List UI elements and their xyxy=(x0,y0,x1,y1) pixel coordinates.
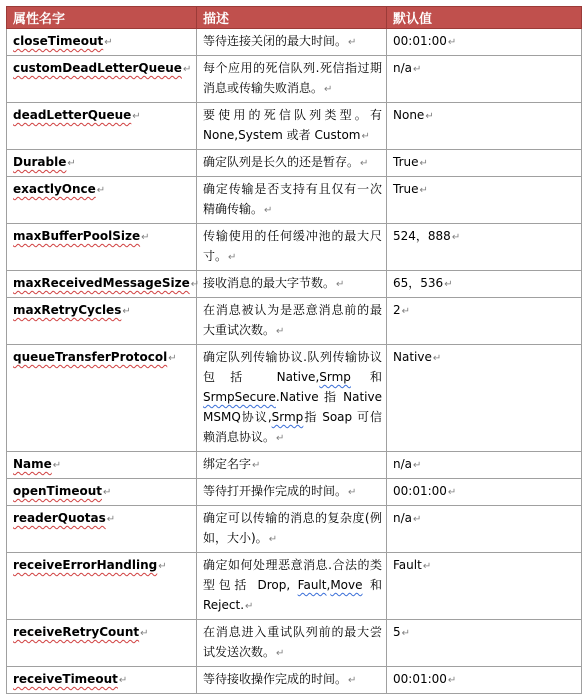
paragraph-mark: ↵ xyxy=(190,279,200,290)
default-value-cell xyxy=(387,271,582,298)
description-text: 等待打开操作完成的时间。 xyxy=(203,484,348,498)
property-name: receiveTimeout xyxy=(13,672,118,686)
paragraph-mark: ↵ xyxy=(141,232,150,243)
description-cell xyxy=(197,452,387,479)
default-value-cell xyxy=(387,103,582,150)
paragraph-mark: ↵ xyxy=(324,84,333,95)
property-name-cell xyxy=(7,29,197,56)
default-value-cell xyxy=(387,479,582,506)
paragraph-mark: ↵ xyxy=(276,433,285,444)
property-name-cell xyxy=(7,452,197,479)
default-value-cell xyxy=(387,667,582,694)
paragraph-mark: ↵ xyxy=(118,675,128,686)
property-name: closeTimeout xyxy=(13,34,104,48)
paragraph-mark: ↵ xyxy=(361,131,370,142)
property-name: deadLetterQueue xyxy=(13,108,132,122)
description-text: Move xyxy=(330,578,363,592)
description-cell xyxy=(197,553,387,620)
description-cell xyxy=(197,103,387,150)
description-cell xyxy=(197,150,387,177)
description-text: 等待接收操作完成的时间。 xyxy=(203,672,348,686)
paragraph-mark: ↵ xyxy=(228,252,237,263)
description-text: 确定传输是否支持有且仅有一次精确传输。 xyxy=(203,182,382,216)
description-text: 传输使用的任何缓冲池的最大尺寸。 xyxy=(203,229,382,263)
table-row xyxy=(7,177,582,224)
property-name: maxBufferPoolSize xyxy=(13,229,141,243)
paragraph-mark: ↵ xyxy=(132,111,141,122)
table-row xyxy=(7,620,582,667)
paragraph-mark: ↵ xyxy=(52,460,62,471)
paragraph-mark: ↵ xyxy=(451,232,461,243)
paragraph-mark: ↵ xyxy=(102,487,112,498)
description-text: 绑定名字 xyxy=(203,457,252,471)
description-text: 确定队列是长久的还是暂存。 xyxy=(203,155,360,169)
default-value: 65，536 xyxy=(393,276,444,290)
description-text: 在消息被认为是恶意消息前的最大重试次数。 xyxy=(203,303,382,337)
paragraph-mark: ↵ xyxy=(447,487,457,498)
property-name: openTimeout xyxy=(13,484,102,498)
property-name: receiveErrorHandling xyxy=(13,558,158,572)
property-name-cell xyxy=(7,620,197,667)
default-value: Fault xyxy=(393,558,422,572)
default-value-cell xyxy=(387,620,582,667)
description-cell xyxy=(197,271,387,298)
default-value: n/a xyxy=(393,511,413,525)
description-text: 每个应用的死信队列.死信指过期消息或传输失败消息。 xyxy=(203,61,382,95)
description-cell xyxy=(197,298,387,345)
description-text: 要使用的死信队列类型。有 None,System 或者 Custom xyxy=(203,108,382,142)
description-cell xyxy=(197,506,387,553)
description-text: Fault xyxy=(297,578,327,592)
description-cell xyxy=(197,620,387,667)
default-value: 00:01:00 xyxy=(393,484,447,498)
paragraph-mark: ↵ xyxy=(104,37,113,48)
description-text: Srmp xyxy=(319,370,351,384)
paragraph-mark: ↵ xyxy=(276,648,285,659)
paragraph-mark: ↵ xyxy=(252,460,261,471)
description-text: 在消息进入重试队列前的最大尝试发送次数。 xyxy=(203,625,382,659)
paragraph-mark: ↵ xyxy=(122,306,131,317)
property-name-cell xyxy=(7,506,197,553)
default-value-cell xyxy=(387,298,582,345)
default-value: 00:01:00 xyxy=(393,34,447,48)
property-name-cell xyxy=(7,56,197,103)
property-name: exactlyOnce xyxy=(13,182,96,196)
description-cell xyxy=(197,56,387,103)
default-value-cell xyxy=(387,553,582,620)
description-cell xyxy=(197,667,387,694)
paragraph-mark: ↵ xyxy=(419,158,428,169)
description-text: 等待连接关闭的最大时间。 xyxy=(203,34,348,48)
description-text: Srmp xyxy=(271,410,304,424)
paragraph-mark: ↵ xyxy=(348,487,357,498)
paragraph-mark: ↵ xyxy=(182,64,192,75)
property-name: Name xyxy=(13,457,52,471)
property-name-cell xyxy=(7,177,197,224)
column-header-description: 描述 xyxy=(197,7,387,29)
default-value-cell xyxy=(387,177,582,224)
description-text: 接收消息的最大字节数。 xyxy=(203,276,336,290)
property-name-cell xyxy=(7,224,197,271)
default-value: n/a xyxy=(393,61,413,75)
default-value-cell xyxy=(387,345,582,452)
binding-properties-table xyxy=(6,6,582,694)
table-row xyxy=(7,271,582,298)
description-text: 确定如何处理恶意消息.合法的类型包括 Drop, xyxy=(203,558,382,592)
description-cell xyxy=(197,177,387,224)
description-cell xyxy=(197,29,387,56)
description-text: .Native 指 Native MSMQ协议, xyxy=(203,390,382,424)
paragraph-mark: ↵ xyxy=(425,111,434,122)
default-value: Native xyxy=(393,350,432,364)
paragraph-mark: ↵ xyxy=(422,561,432,572)
table-row xyxy=(7,667,582,694)
paragraph-mark: ↵ xyxy=(168,353,177,364)
default-value-cell xyxy=(387,29,582,56)
paragraph-mark: ↵ xyxy=(276,326,285,337)
property-name-cell xyxy=(7,345,197,452)
property-name: readerQuotas xyxy=(13,511,106,525)
table-row xyxy=(7,553,582,620)
paragraph-mark: ↵ xyxy=(264,205,273,216)
paragraph-mark: ↵ xyxy=(413,64,422,75)
property-name: maxRetryCycles xyxy=(13,303,122,317)
paragraph-mark: ↵ xyxy=(96,185,106,196)
paragraph-mark: ↵ xyxy=(413,514,422,525)
paragraph-mark: ↵ xyxy=(432,353,442,364)
property-name-cell xyxy=(7,271,200,298)
property-name-cell xyxy=(7,667,197,694)
default-value: n/a xyxy=(393,457,413,471)
paragraph-mark: ↵ xyxy=(140,628,149,639)
table-row xyxy=(7,150,582,177)
paragraph-mark: ↵ xyxy=(447,37,457,48)
default-value: None xyxy=(393,108,425,122)
description-text: , xyxy=(326,578,331,592)
default-value: True xyxy=(393,182,419,196)
property-name: receiveRetryCount xyxy=(13,625,140,639)
paragraph-mark: ↵ xyxy=(401,628,411,639)
table-row xyxy=(7,345,582,452)
description-cell xyxy=(197,224,387,271)
property-name: Durable xyxy=(13,155,67,169)
default-value-cell xyxy=(387,506,582,553)
paragraph-mark: ↵ xyxy=(245,601,254,612)
paragraph-mark: ↵ xyxy=(444,279,453,290)
paragraph-mark: ↵ xyxy=(336,279,345,290)
table-row xyxy=(7,224,582,271)
default-value: 00:01:00 xyxy=(393,672,447,686)
description-text: 确定可以传输的消息的复杂度(例如，大小)。 xyxy=(203,511,382,545)
default-value-cell xyxy=(387,224,582,271)
description-cell xyxy=(197,479,387,506)
paragraph-mark: ↵ xyxy=(419,185,428,196)
table-row xyxy=(7,56,582,103)
description-text: 和 Reject. xyxy=(203,578,382,612)
default-value-cell xyxy=(387,56,582,103)
paragraph-mark: ↵ xyxy=(348,37,357,48)
default-value: True xyxy=(393,155,419,169)
property-name: customDeadLetterQueue xyxy=(13,61,182,75)
table-header-row xyxy=(7,7,582,29)
paragraph-mark: ↵ xyxy=(447,675,457,686)
table-row xyxy=(7,298,582,345)
description-text: 确定队列传输协议.队列传输协议包括 Native, xyxy=(203,350,382,384)
default-value: 5 xyxy=(393,625,401,639)
default-value: 524，888 xyxy=(393,229,451,243)
property-name-cell xyxy=(7,553,197,620)
table-row xyxy=(7,29,582,56)
property-name-cell xyxy=(7,479,197,506)
paragraph-mark: ↵ xyxy=(401,306,411,317)
property-name: maxReceivedMessageSize xyxy=(13,276,190,290)
table-row xyxy=(7,452,582,479)
paragraph-mark: ↵ xyxy=(413,460,422,471)
description-text: SrmpSecure xyxy=(203,390,276,404)
column-header-default: 默认值 xyxy=(387,7,582,29)
column-header-name: 属性名字 xyxy=(7,7,197,29)
table-row xyxy=(7,479,582,506)
description-text: 和 xyxy=(350,370,382,384)
paragraph-mark: ↵ xyxy=(348,675,357,686)
paragraph-mark: ↵ xyxy=(158,561,167,572)
default-value-cell xyxy=(387,150,582,177)
description-cell xyxy=(197,345,387,452)
property-name: queueTransferProtocol xyxy=(13,350,168,364)
property-name-cell xyxy=(7,298,197,345)
default-value: 2 xyxy=(393,303,401,317)
paragraph-mark: ↵ xyxy=(67,158,76,169)
default-value-cell xyxy=(387,452,582,479)
paragraph-mark: ↵ xyxy=(268,534,278,545)
property-name-cell xyxy=(7,103,197,150)
property-name-cell xyxy=(7,150,197,177)
table-row xyxy=(7,103,582,150)
paragraph-mark: ↵ xyxy=(360,158,369,169)
description-text: 指 Soap 可信赖消息协议。 xyxy=(203,410,382,444)
paragraph-mark: ↵ xyxy=(106,514,116,525)
table-row xyxy=(7,506,582,553)
